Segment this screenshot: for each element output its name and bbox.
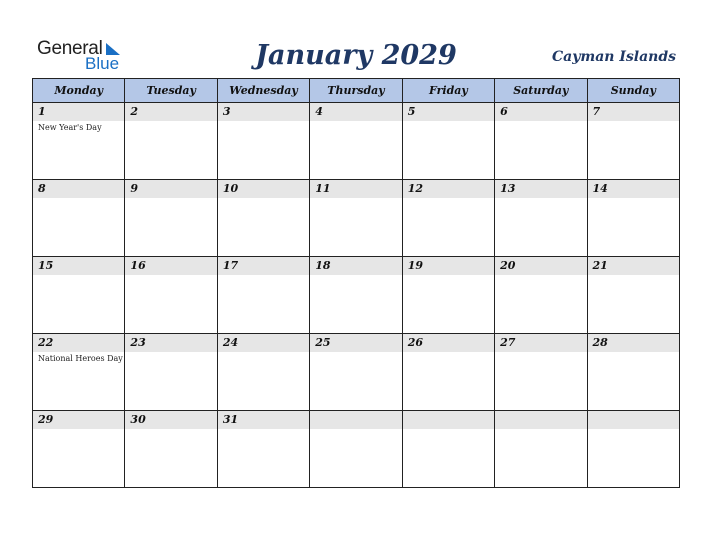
day-cell [310,103,402,180]
day-cell [402,411,494,488]
weekday-header: Wednesday [217,79,309,103]
weekday-header: Friday [402,79,494,103]
day-number: 3 [218,103,309,121]
day-number: 4 [310,103,401,121]
day-number: 19 [403,257,494,275]
day-number: 15 [33,257,124,275]
weekday-header: Saturday [495,79,587,103]
day-cell [125,180,217,257]
day-cell [33,411,125,488]
weekday-header: Monday [33,79,125,103]
logo-general-text: General [37,38,103,59]
calendar-grid [32,78,680,488]
day-cell [33,257,125,334]
day-cell [587,180,679,257]
day-number: 29 [33,411,124,429]
day-cell [125,257,217,334]
day-cell [310,411,402,488]
day-cell [310,180,402,257]
day-cell [495,103,587,180]
calendar-body [33,103,680,488]
weekday-header-row [33,79,680,103]
day-cell [495,180,587,257]
day-cell [217,257,309,334]
week-row [33,411,680,488]
day-number: 17 [218,257,309,275]
day-number [310,411,401,429]
day-number: 9 [125,180,216,198]
day-cell [33,334,125,411]
day-cell [217,411,309,488]
day-cell [125,103,217,180]
day-cell [217,180,309,257]
day-cell [217,103,309,180]
calendar-title: January 2029 [255,40,457,71]
week-row [33,334,680,411]
day-cell [587,103,679,180]
day-cell [402,180,494,257]
day-number: 18 [310,257,401,275]
week-row [33,103,680,180]
day-cell [33,103,125,180]
day-number: 27 [495,334,586,352]
day-number: 22 [33,334,124,352]
day-number [495,411,586,429]
weekday-header: Thursday [310,79,402,103]
day-cell [402,257,494,334]
day-cell [310,257,402,334]
day-cell [33,180,125,257]
day-number: 11 [310,180,401,198]
day-number: 2 [125,103,216,121]
week-row [33,257,680,334]
day-number: 8 [33,180,124,198]
day-number: 26 [403,334,494,352]
day-number [403,411,494,429]
day-cell [495,334,587,411]
holiday-label: New Year's Day [38,123,102,132]
day-number: 14 [588,180,679,198]
day-number: 7 [588,103,679,121]
day-number: 13 [495,180,586,198]
day-cell [495,411,587,488]
day-number: 28 [588,334,679,352]
weekday-header: Tuesday [125,79,217,103]
day-cell [495,257,587,334]
day-number: 16 [125,257,216,275]
day-cell [402,334,494,411]
week-row [33,180,680,257]
day-cell [125,334,217,411]
day-number: 31 [218,411,309,429]
day-number: 6 [495,103,586,121]
day-cell [587,334,679,411]
day-number: 24 [218,334,309,352]
weekday-header: Sunday [587,79,679,103]
day-cell [587,411,679,488]
day-number: 30 [125,411,216,429]
day-cell [402,103,494,180]
day-cell [125,411,217,488]
country-name: Cayman Islands [552,49,676,65]
day-number: 1 [33,103,124,121]
day-number: 20 [495,257,586,275]
day-cell [217,334,309,411]
day-cell [587,257,679,334]
day-number: 10 [218,180,309,198]
day-number: 23 [125,334,216,352]
logo-blue-text: Blue [85,54,120,73]
holiday-label: National Heroes Day [38,354,123,363]
day-number: 12 [403,180,494,198]
day-number: 21 [588,257,679,275]
day-number: 25 [310,334,401,352]
day-number [588,411,679,429]
day-number: 5 [403,103,494,121]
day-cell [310,334,402,411]
